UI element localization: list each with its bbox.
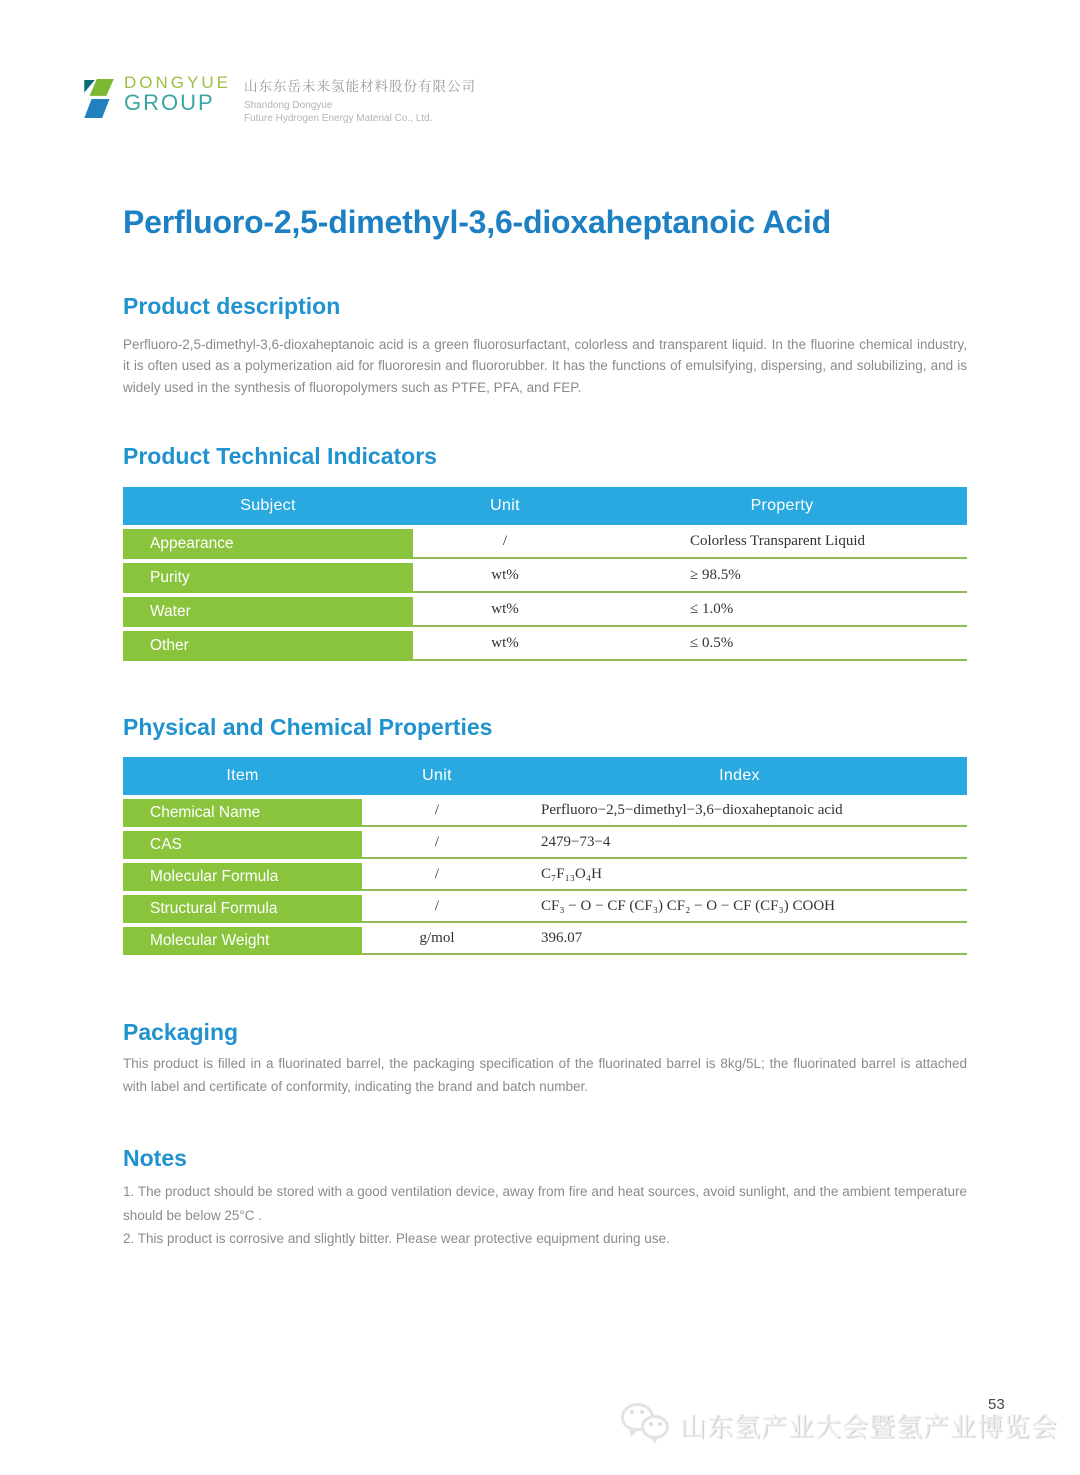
table-row: [123, 627, 967, 661]
logo-wordmark-line2: GROUP: [124, 90, 215, 115]
row-label-cell: Molecular Formula: [123, 863, 362, 891]
page-number: 53: [988, 1396, 1005, 1413]
table-row: [123, 891, 967, 923]
table-row: [123, 923, 967, 955]
row-unit-cell: wt%: [413, 559, 597, 593]
row-unit-cell: /: [362, 827, 512, 859]
column-header-subject: Subject: [240, 497, 296, 514]
logo-wordmark: [124, 74, 231, 114]
row-label-cell: Other: [123, 631, 413, 661]
column-header-unit: Unit: [422, 767, 452, 784]
company-name-english-line1: Shandong Dongyue: [243, 100, 333, 111]
row-unit-cell: /: [362, 795, 512, 827]
technical-indicators-table: [123, 487, 967, 661]
row-value-cell: ≤ 0.5%: [597, 627, 967, 661]
table-row: [123, 827, 967, 859]
row-value-cell: 396.07: [512, 923, 967, 955]
row-unit-cell: wt%: [413, 627, 597, 661]
logo-wordmark-line1: DONGYUE: [124, 73, 231, 92]
row-unit-cell: wt%: [413, 593, 597, 627]
table-header-row: [123, 757, 967, 795]
row-label-cell: Molecular Weight: [123, 927, 362, 955]
section-heading-description: Product description: [123, 293, 341, 319]
column-header-item: Item: [226, 767, 259, 784]
column-header-index: Index: [719, 767, 760, 784]
section-heading-notes: Notes: [123, 1145, 187, 1171]
row-label-cell: Water: [123, 597, 413, 627]
table-row: [123, 795, 967, 827]
note-item-1: 1. The product should be stored with a good ventilation device, away from fire and heat sources, avoid sunlight, and the ambient temperature should be below 25°C .: [123, 1184, 967, 1223]
column-header-unit: Unit: [490, 497, 520, 514]
packaging-paragraph: This product is filled in a fluorinated barrel, the packaging specification of the fluorinated barrel is 8kg/5L; the fluorinated barrel is attached with label and certificate of conformity, indicating the brand and batch number.: [123, 1056, 967, 1094]
wechat-icon: [620, 1400, 674, 1450]
row-value-cell: Colorless Transparent Liquid: [597, 525, 967, 559]
table-header-row: [123, 487, 967, 525]
company-name-block: [244, 75, 476, 125]
section-heading-properties: Physical and Chemical Properties: [123, 714, 493, 740]
table-row: [123, 593, 967, 627]
note-item-2: 2. This product is corrosive and slightly bitter. Please wear protective equipment during use.: [123, 1231, 670, 1246]
row-unit-cell: /: [362, 891, 512, 923]
row-label-cell: Structural Formula: [123, 895, 362, 923]
table-row: [123, 559, 967, 593]
table-row: [123, 525, 967, 559]
footer-watermark: [620, 1400, 1058, 1450]
company-logo: [84, 74, 476, 125]
page-title: Perfluoro-2,5-dimethyl-3,6-dioxaheptanoic Acid: [123, 204, 831, 240]
physical-chemical-properties-table: [123, 757, 967, 955]
table-body: [123, 525, 967, 661]
company-name-english-line2: Future Hydrogen Energy Material Co., Ltd.: [243, 112, 433, 124]
section-heading-technical-indicators: Product Technical Indicators: [123, 443, 437, 469]
company-name-english: [244, 100, 476, 125]
row-unit-cell: /: [362, 859, 512, 891]
column-header-property: Property: [750, 497, 814, 514]
row-value-cell: ≥ 98.5%: [597, 559, 967, 593]
row-value-cell: C₇F₁₃O₄H: [512, 859, 967, 891]
notes-list: [123, 1180, 967, 1251]
row-label-cell: Purity: [123, 563, 413, 593]
watermark-text: 山东氢产业大会暨氢产业博览会: [680, 1411, 1059, 1442]
row-value-cell: 2479−73−4: [512, 827, 967, 859]
description-paragraph: Perfluoro-2,5-dimethyl-3,6-dioxaheptanoic acid is a green fluorosurfactant, colorless and transparent liquid. In the fluorine chemical industry, it is often used as a polymerization aid for fluororesin and fluororubber. It has the functions of emulsifying, dispersing, and solubilizing, and is widely used in the synthesis of fluoropolymers such as PTFE, PFA, and FEP.: [123, 337, 967, 395]
row-value-cell: ≤ 1.0%: [597, 593, 967, 627]
section-heading-packaging: Packaging: [123, 1019, 239, 1045]
row-value-cell: CF₃ − O − CF (CF₃) CF₂ − O − CF (CF₃) COOH: [512, 891, 967, 923]
row-label-cell: CAS: [123, 831, 362, 859]
table-row: [123, 859, 967, 891]
dongyue-logo-icon: [84, 79, 114, 119]
company-name-chinese: 山东东岳未来氢能材料股份有限公司: [243, 79, 476, 94]
row-unit-cell: /: [413, 525, 597, 559]
table-body: [123, 795, 967, 955]
row-unit-cell: g/mol: [362, 923, 512, 955]
row-value-cell: Perfluoro−2,5−dimethyl−3,6−dioxaheptanoic acid: [512, 795, 967, 827]
row-label-cell: Chemical Name: [123, 799, 362, 827]
row-label-cell: Appearance: [123, 529, 413, 559]
